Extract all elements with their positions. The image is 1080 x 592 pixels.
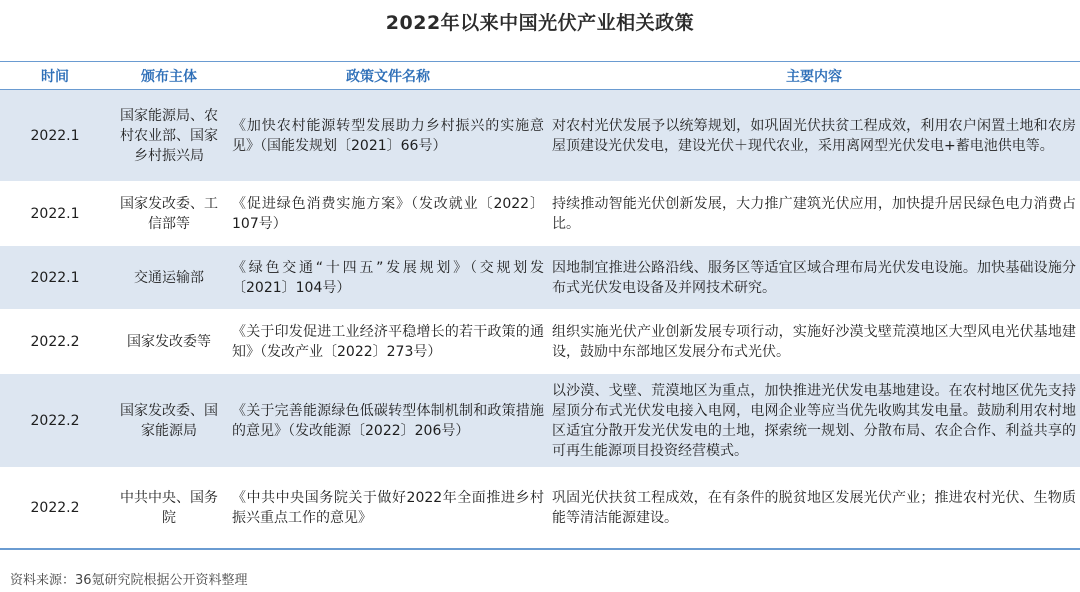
cell-issuer: 中共中央、国务院	[110, 468, 228, 548]
header-row	[0, 62, 1080, 90]
cell-time: 2022.1	[0, 90, 110, 182]
table-row	[0, 468, 1080, 548]
cell-issuer: 国家发改委等	[110, 310, 228, 374]
table-row	[0, 374, 1080, 468]
cell-issuer: 国家发改委、工信部等	[110, 182, 228, 246]
cell-content: 持续推动智能光伏创新发展，大力推广建筑光伏应用，加快提升居民绿色电力消费占比。	[548, 182, 1080, 246]
source-note: 资料来源：36氪研究院根据公开资料整理	[10, 573, 248, 588]
cell-issuer: 交通运输部	[110, 246, 228, 310]
header-document: 政策文件名称	[228, 62, 548, 90]
header-issuer: 颁布主体	[110, 62, 228, 90]
cell-document: 《促进绿色消费实施方案》（发改就业〔2022〕107号）	[228, 182, 548, 246]
cell-content: 对农村光伏发展予以统筹规划，如巩固光伏扶贫工程成效，利用农户闲置土地和农房屋顶建设光伏发电，建设光伏＋现代农业，采用离网型光伏发电+蓄电池供电等。	[548, 90, 1080, 182]
header-time: 时间	[0, 62, 110, 90]
table-title: 2022年以来中国光伏产业相关政策	[385, 12, 695, 34]
policy-table	[0, 61, 1080, 548]
cell-content: 因地制宜推进公路沿线、服务区等适宜区域合理布局光伏发电设施。加快基础设施分布式光伏发电设备及并网技术研究。	[548, 246, 1080, 310]
cell-content: 巩固光伏扶贫工程成效，在有条件的脱贫地区发展光伏产业；推进农村光伏、生物质能等清洁能源建设。	[548, 468, 1080, 548]
cell-time: 2022.2	[0, 374, 110, 468]
cell-time: 2022.2	[0, 468, 110, 548]
cell-content: 组织实施光伏产业创新发展专项行动，实施好沙漠戈壁荒漠地区大型风电光伏基地建设，鼓励中东部地区发展分布式光伏。	[548, 310, 1080, 374]
table-row	[0, 90, 1080, 182]
cell-document: 《中共中央国务院关于做好2022年全面推进乡村振兴重点工作的意见》	[228, 468, 548, 548]
cell-time: 2022.1	[0, 246, 110, 310]
table-row	[0, 182, 1080, 246]
cell-time: 2022.1	[0, 182, 110, 246]
cell-content: 以沙漠、戈壁、荒漠地区为重点，加快推进光伏发电基地建设。在农村地区优先支持屋顶分布式光伏发电接入电网，电网企业等应当优先收购其发电量。鼓励利用农村地区适宜分散开发光伏发电的土地，探索统一规划、分散布局、农企合作、利益共享的可再生能源项目投资经营模式。	[548, 374, 1080, 468]
cell-issuer: 国家发改委、国家能源局	[110, 374, 228, 468]
cell-document: 《绿色交通“十四五”发展规划》（交规划发〔2021〕104号）	[228, 246, 548, 310]
table-row	[0, 310, 1080, 374]
header-content: 主要内容	[548, 62, 1080, 90]
cell-document: 《关于完善能源绿色低碳转型体制机制和政策措施的意见》（发改能源〔2022〕206号）	[228, 374, 548, 468]
table-row	[0, 246, 1080, 310]
cell-document: 《关于印发促进工业经济平稳增长的若干政策的通知》（发改产业〔2022〕273号）	[228, 310, 548, 374]
cell-issuer: 国家能源局、农村农业部、国家乡村振兴局	[110, 90, 228, 182]
table-bottom-rule	[0, 548, 1080, 550]
cell-time: 2022.2	[0, 310, 110, 374]
cell-document: 《加快农村能源转型发展助力乡村振兴的实施意见》（国能发规划〔2021〕66号）	[228, 90, 548, 182]
